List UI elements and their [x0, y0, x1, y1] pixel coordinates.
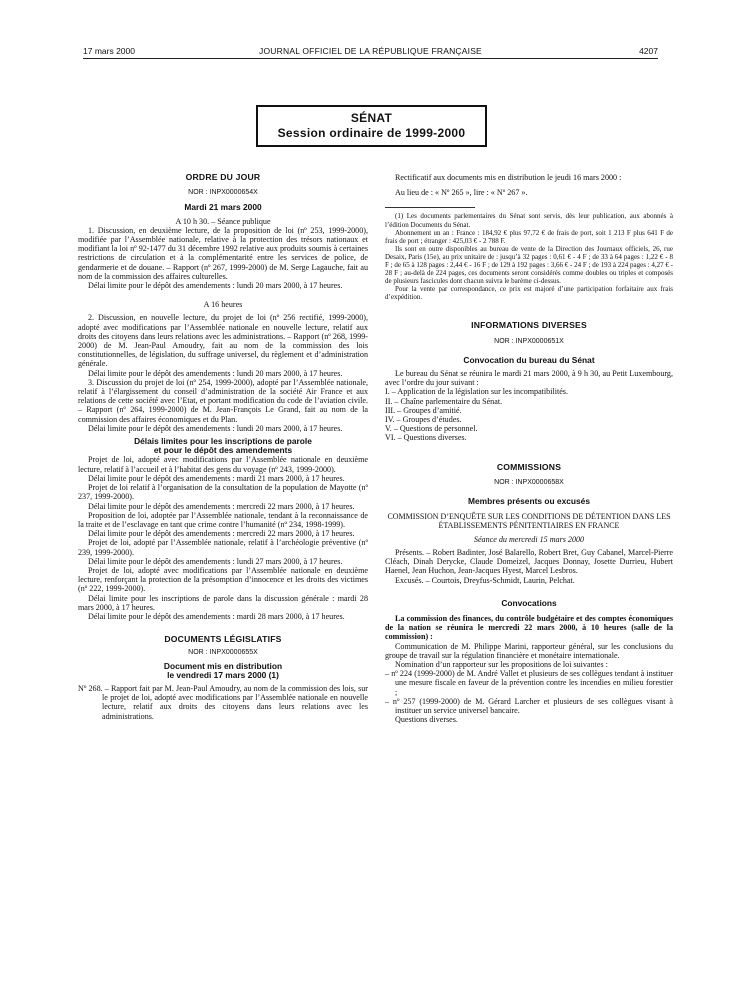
delai-item: Projet de loi, adopté par l’Assemblée nationale, relatif à l’archéologie préventive (nº 239, 1999-2000).: [78, 538, 368, 557]
nor-code: NOR : INPX0000654X: [188, 189, 258, 197]
nor-code: NOR : INPX0000658X: [494, 478, 564, 486]
delai-item: Délai limite pour les inscriptions de parole dans la discussion générale : mardi 28 mars 2000, à 17 heures.: [78, 593, 368, 612]
delai-item: Délai limite pour le dépôt des amendements : mercredi 22 mars 2000, à 17 heures.: [88, 501, 355, 511]
delai-item: Délai limite pour le dépôt des amendements : mardi 28 mars 2000, à 17 heures.: [88, 611, 345, 621]
delai-item: Projet de loi, adopté avec modifications par l’Assemblée nationale en deuxième lecture, renforçant la protection de la présomption d’innocence et les droits des victimes (nº 222, 1999-2000).: [78, 565, 368, 594]
delai-item: Projet de loi relatif à l’organisation de la consultation de la population de Mayotte (nº 237, 1999-2000).: [78, 483, 368, 502]
footnote: Ils sont en outre disponibles au bureau de vente de la Direction des Journaux officiels, 26, rue Desaix, Paris (15e), au prix unitaire de : jusqu’à 32 pages : 0,61 € - 4 F ; de 33 à 64 pages : 1,22 € - 8 F ; de 65 à 128 pages : 2,44 € - 16 F ; de 129 à 192 pages : 3,66 € - 24 F ; de 193 à 224 pages : 4,27 € - 28 F ; au-delà de 224 pages, ces documents seront considérés comme doubles ou triples et composés de plusieurs fascicules dont chacun suivra le barème ci-dessus.: [385, 244, 673, 286]
left-column: [78, 173, 368, 721]
list-item: I. – Application de la législation sur les incompatibilités.: [385, 387, 568, 397]
au-lieu-de: Au lieu de : « Nº 265 », lire : « Nº 267 ».: [395, 188, 528, 198]
header-rule: [83, 58, 658, 59]
doc-heading-2: le vendredi 17 mars 2000 (1): [167, 669, 279, 680]
list-item: VI. – Questions diverses.: [385, 433, 467, 443]
footnote: Abonnement un an : France : 184,92 € plus 97,72 € de frais de port, soit 1 213 F plus 641 F de frais de port ; étranger : 425,03 € - 2 788 F.: [385, 228, 673, 245]
banner-line1: SÉNAT: [350, 111, 393, 125]
proposition-224: – nº 224 (1999-2000) de M. André Vallet et plusieurs de ses collègues tendant à instituer une mesure fiscale en faveur de la prévention contre les incendies en milieu forestier ;: [385, 669, 673, 697]
rectificatif: Rectificatif aux documents mis en distribution le jeudi 16 mars 2000 :: [395, 173, 622, 182]
convocation-text: Le bureau du Sénat se réunira le mardi 21 mars 2000, à 9 h 30, au Petit Luxembourg, avec l’ordre du jour suivant :: [385, 369, 673, 388]
seance-line: A 10 h 30. – Séance publique: [175, 216, 271, 226]
convocation-title: Convocation du bureau du Sénat: [463, 354, 595, 365]
delai-1: Délai limite pour le dépôt des amendements : lundi 20 mars 2000, à 17 heures.: [88, 281, 343, 291]
finances-communication: Communication de M. Philippe Marini, rapporteur général, sur les conclusions du groupe de travail sur la régulation financière et monétaire internationale.: [385, 641, 673, 660]
document-268: Nº 268. – Rapport fait par M. Jean-Paul Amoudry, au nom de la commission des lois, sur le projet de loi, adopté avec modifications par l’Assemblée nationale en nouvelle lecture, relatif aux droits des citoyens dans leurs relations avec les administrations.: [78, 683, 368, 721]
list-item: IV. – Groupes d’études.: [385, 415, 462, 425]
list-item: III. – Groupes d’amitié.: [385, 405, 462, 415]
right-column: [385, 173, 673, 724]
list-item: II. – Chaîne parlementaire du Sénat.: [385, 396, 503, 406]
agenda-item-1: 1. Discussion, en deuxième lecture, de la proposition de loi (nº 253, 1999-2000), modifiée par l’Assemblée nationale, relative à la protection des trésors nationaux et modifiant la loi nº 92-1477 du 31 décembre 1992 relative aux produits soumis à certaines restrictions de circulation et à la complémentarité entre les services de police, de gendarmerie et de douane. – Rapport (nº 267, 1999-2000) de M. Serge Lagauche, fait au nom de la commission des affaires culturelles.: [78, 225, 368, 281]
nor-code: NOR : INPX0000651X: [494, 337, 564, 345]
header-date: 17 mars 2000: [83, 46, 135, 56]
doc-heading-1: Document mis en distribution: [163, 660, 283, 671]
a16-heading: A 16 heures: [203, 300, 243, 310]
excuses: Excusés. – Courtois, Dreyfus-Schmidt, Laurin, Pelchat.: [395, 575, 575, 585]
delai-item: Délai limite pour le dépôt des amendements : mercredi 22 mars 2000, à 17 heures.: [88, 529, 355, 539]
agenda-item-3: 3. Discussion du projet de loi (nº 254, 1999-2000), adopté par l’Assemblée nationale, relatif à l’élargissement du conseil d’administration de la société Air France et aux relations de cette société avec l’Etat, et portant modification du code de l’aviation civile. – Rapport (nº 264, 1999-2000) de M. Jean-François Le Grand, fait au nom de la commission des affaires économiques et du Plan.: [78, 377, 368, 424]
footnote: (1) Les documents parlementaires du Sénat sont servis, dès leur publication, aux abonnés à l’édition Documents du Sénat.: [385, 212, 673, 229]
delai-3: Délai limite pour le dépôt des amendements : lundi 20 mars 2000, à 17 heures.: [88, 423, 343, 433]
nor-code: NOR : INPX0000655X: [188, 649, 258, 657]
nomination: Nomination d’un rapporteur sur les propositions de loi suivantes :: [395, 659, 608, 669]
informations-title: INFORMATIONS DIVERSES: [471, 320, 587, 331]
delai-item: Délai limite pour le dépôt des amendements : lundi 27 mars 2000, à 17 heures.: [88, 556, 343, 566]
footnote-rule: [385, 207, 475, 208]
senat-banner: [256, 105, 487, 147]
delais-title-1: Délais limites pour les inscriptions de parole: [134, 436, 312, 447]
finances-text: La commission des finances, du contrôle budgétaire et des comptes économiques de la nation se réunira le mercredi 22 mars 2000, à 10 heures (salle de la commission) :: [385, 613, 673, 642]
proposition-257: – nº 257 (1999-2000) de M. Gérard Larcher et plusieurs de ses collègues visant à instituer un service universel bancaire.: [385, 696, 673, 715]
convocations-title: Convocations: [501, 597, 557, 608]
list-item: V. – Questions de personnel.: [385, 424, 478, 434]
page-number: 4207: [639, 46, 658, 56]
questions-diverses: Questions diverses.: [395, 715, 458, 725]
commissions-title: COMMISSIONS: [496, 461, 562, 472]
documents-title: DOCUMENTS LÉGISLATIFS: [164, 634, 282, 645]
banner-line2: Session ordinaire de 1999-2000: [277, 126, 466, 140]
delai-2: Délai limite pour le dépôt des amendements : lundi 20 mars 2000, à 17 heures.: [88, 368, 343, 378]
ordre-du-jour-title: ORDRE DU JOUR: [185, 172, 261, 182]
delais-title-2: et pour le dépôt des amendements: [153, 445, 293, 456]
page-header: [83, 46, 658, 58]
commission-name: COMMISSION D’ENQUÊTE SUR LES CONDITIONS DE DÉTENTION DANS LES ÉTABLISSEMENTS PÉNITENTIAIRES EN FRANCE: [387, 512, 671, 531]
delai-item: Délai limite pour le dépôt des amendements : mardi 21 mars 2000, à 17 heures.: [88, 473, 345, 483]
delai-item: Proposition de loi, adoptée par l’Assemblée nationale, tendant à la reconnaissance de la traite et de l’esclavage en tant que crime contre l’humanité (nº 234, 1998-1999).: [78, 510, 368, 529]
date-heading: Mardi 21 mars 2000: [184, 202, 262, 213]
footnote: Pour la vente par correspondance, ce prix est majoré d’une participation forfaitaire aux frais d’expédition.: [385, 285, 673, 302]
presents: Présents. – Robert Badinter, José Balarello, Robert Bret, Guy Cabanel, Marcel-Pierre Cléach, Dinah Derycke, Claude Domeizel, Jacques Donnay, Josette Durrieu, Hubert Haenel, Jean Huchon, Jean-Jacques Hyest, Marcel Lesbros.: [385, 547, 673, 576]
agenda-item-2: 2. Discussion, en nouvelle lecture, du projet de loi (nº 256 rectifié, 1999-2000), adopté avec modifications par l’Assemblée nationale en nouvelle lecture, relatif aux droits des citoyens dans leurs relations avec les administrations. – Rapport (nº 268, 1999-2000) de M. Jean-Paul Amoudry, fait au nom de la commission des lois constitutionnelles, de législation, du suffrage universel, du règlement et d’administration générale.: [78, 313, 368, 369]
journal-title: JOURNAL OFFICIEL DE LA RÉPUBLIQUE FRANÇAISE: [259, 46, 482, 56]
delai-item: Projet de loi, adopté avec modifications par l’Assemblée nationale en deuxième lecture, relatif à l’accueil et à l’habitat des gens du voyage (nº 243, 1999-2000).: [78, 455, 368, 474]
seance-date: Séance du mercredi 15 mars 2000: [473, 534, 585, 544]
membres-title: Membres présents ou excusés: [468, 496, 590, 507]
